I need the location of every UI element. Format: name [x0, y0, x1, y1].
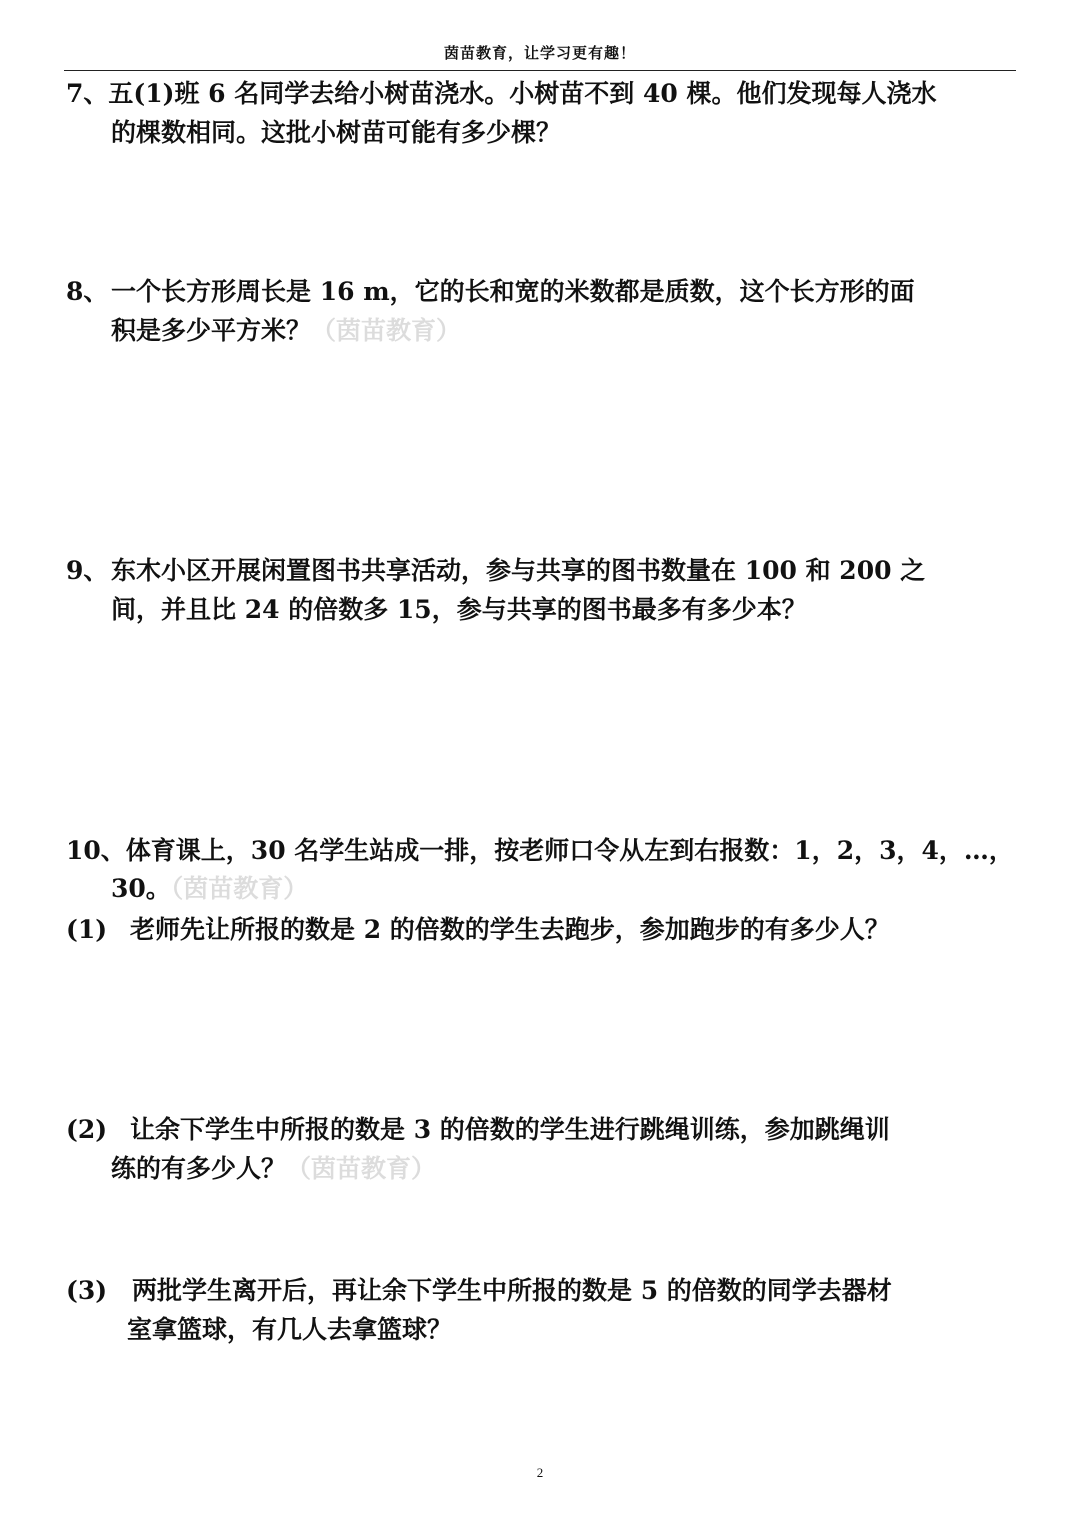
- question-8-text-2: 积是多少平方米？: [111, 316, 312, 345]
- subquestion-1-text-1: 老师先让所报的数是 2 的倍数的学生去跑步，参加跑步的有多少人？: [130, 915, 890, 944]
- subquestion-3-line-1: [66, 1275, 892, 1307]
- question-8-line-1: [66, 276, 915, 308]
- question-7-line-2: 的棵数相同。这批小树苗可能有多少棵？: [111, 118, 562, 147]
- subquestion-3-line-2: 室拿篮球，有几人去拿篮球？: [127, 1315, 453, 1344]
- question-10-text-2: 30。: [111, 874, 171, 903]
- subquestion-2-text-2: 练的有多少人？: [111, 1154, 287, 1183]
- subquestion-1-number: (1): [66, 915, 108, 944]
- subquestion-2-line-2: [111, 1153, 436, 1185]
- header-divider: [64, 70, 1016, 71]
- watermark-text: （茵苗教育）: [311, 316, 462, 345]
- subquestion-3-text-1: 两批学生离开后，再让余下学生中所报的数是 5 的倍数的同学去器材: [132, 1276, 892, 1305]
- subquestion-2-number: (2): [66, 1115, 108, 1144]
- question-10-line-2: [111, 873, 308, 905]
- question-9-number: 9、: [66, 556, 109, 585]
- page-number: 2: [536, 1465, 544, 1480]
- question-8-line-2: [111, 315, 461, 347]
- subquestion-1-line-1: [66, 914, 890, 946]
- question-8-text-1: 一个长方形周长是 16 m，它的长和宽的米数都是质数，这个长方形的面: [111, 277, 915, 306]
- question-10-number: 10、: [66, 836, 126, 865]
- subquestion-2-text-1: 让余下学生中所报的数是 3 的倍数的学生进行跳绳训练，参加跳绳训: [130, 1115, 890, 1144]
- question-9-line-1: [66, 555, 925, 587]
- watermark-text: （茵苗教育）: [170, 874, 309, 903]
- subquestion-3-number: (3): [66, 1276, 108, 1305]
- question-8-number: 8、: [66, 277, 109, 306]
- question-7-number: 7、: [66, 79, 109, 108]
- question-7-text-1: 五(1)班 6 名同学去给小树苗浇水。小树苗不到 40 棵。他们发现每人浇水: [108, 79, 937, 108]
- subquestion-2-line-1: [66, 1114, 890, 1146]
- question-9-line-2: 间，并且比 24 的倍数多 15，参与共享的图书最多有多少本？: [111, 595, 807, 624]
- question-10-text-1: 体育课上，30 名学生站成一排，按老师口令从左到右报数：1，2，3，4，…，: [125, 836, 1014, 865]
- question-9-text-1: 东木小区开展闲置图书共享活动，参与共享的图书数量在 100 和 200 之: [111, 556, 926, 585]
- page-header: 茵苗教育，让学习更有趣！: [443, 44, 636, 62]
- question-10-line-1: [66, 835, 1014, 867]
- watermark-text: （茵苗教育）: [286, 1154, 437, 1183]
- question-7-line-1: [66, 78, 936, 110]
